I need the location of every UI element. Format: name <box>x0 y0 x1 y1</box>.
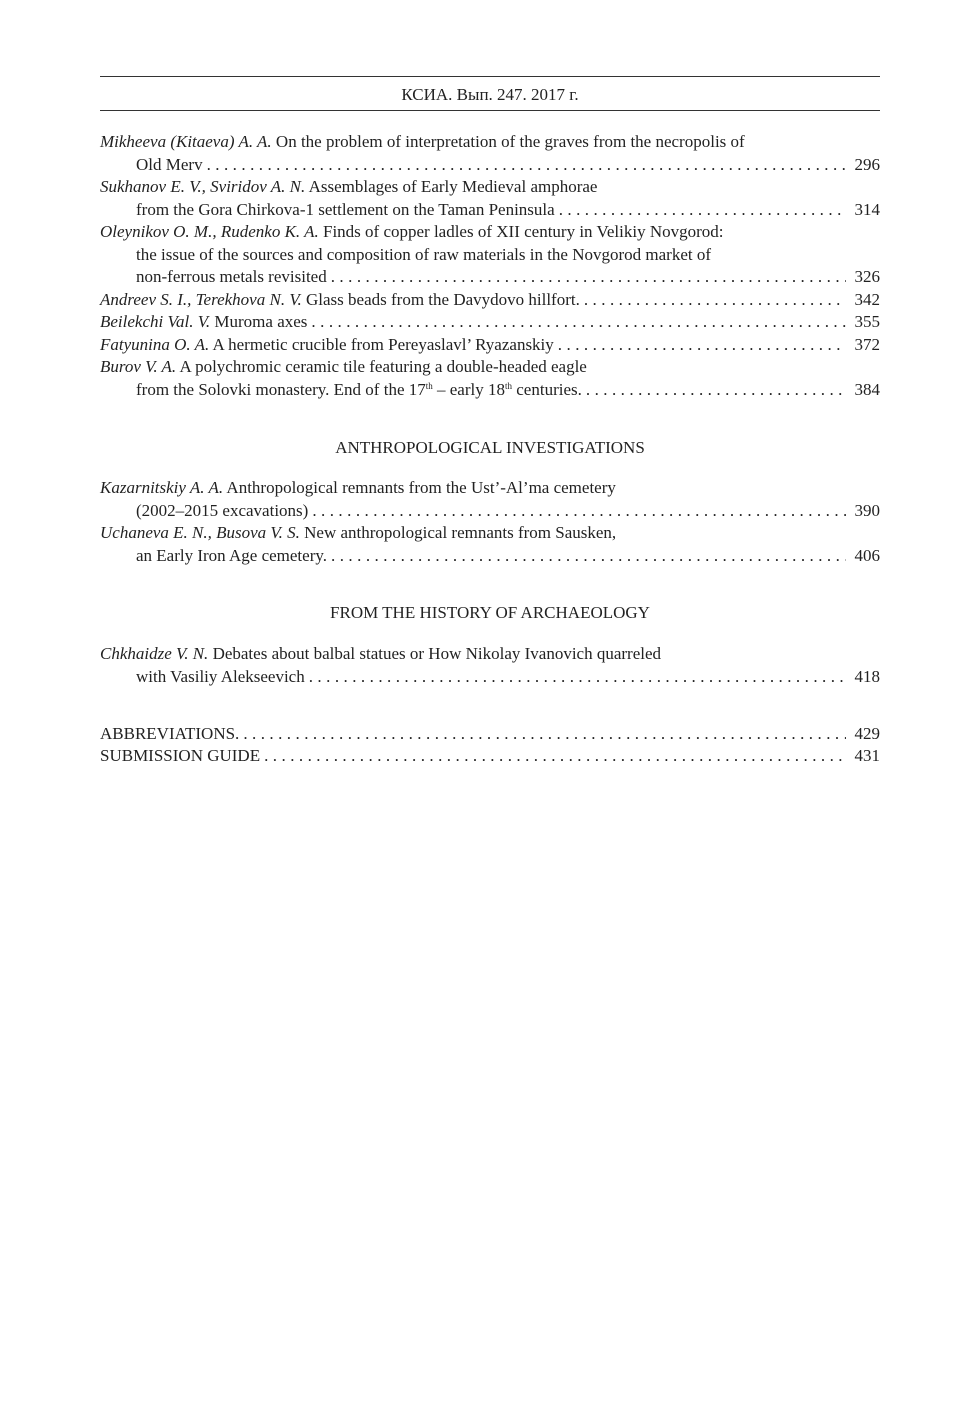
dot-leader <box>309 666 846 689</box>
dot-leader <box>312 500 846 523</box>
page-number: 429 <box>854 724 880 743</box>
toc-entry-submission-guide[interactable] <box>100 745 880 768</box>
toc-entry[interactable] <box>100 356 880 401</box>
toc-entry[interactable] <box>100 334 880 357</box>
dot-leader <box>311 311 846 334</box>
toc-entry[interactable] <box>100 176 880 221</box>
page-number: 406 <box>854 545 880 565</box>
dot-leader <box>558 334 846 357</box>
entry-title: Anthropological remnants from the Ust’-Al’ma cemetery <box>226 478 616 497</box>
superscript: th <box>505 380 513 391</box>
toc-entry[interactable] <box>100 131 880 176</box>
entry-label: ABBREVIATIONS. <box>100 724 240 743</box>
page-number: 314 <box>854 199 880 219</box>
toc-entry[interactable] <box>100 221 880 289</box>
entry-authors: Chkhaidze V. N. <box>100 644 209 663</box>
entry-title: Glass beads from the Davydovo hillfort. <box>306 290 580 309</box>
page-number: 342 <box>854 290 880 309</box>
dot-leader <box>331 545 846 568</box>
toc-entry[interactable] <box>100 643 880 688</box>
page-number: 326 <box>854 267 880 287</box>
page-number: 418 <box>854 666 880 686</box>
entry-title: A hermetic crucible from Pereyaslavl’ Ryazanskiy <box>212 335 554 354</box>
entry-title-cont: centuries. <box>512 379 582 399</box>
dot-leader <box>584 289 846 312</box>
page-number: 372 <box>854 335 880 354</box>
entry-title-cont: from the Gora Chirkova-1 settlement on the Taman Peninsula <box>136 199 555 219</box>
entry-authors: Uchaneva E. N., Busova V. S. <box>100 523 300 542</box>
dot-leader <box>264 745 846 768</box>
dot-leader <box>207 154 846 177</box>
entry-title: Assemblages of Early Medieval amphorae <box>308 177 598 196</box>
dot-leader <box>559 199 846 222</box>
toc-entry-abbreviations[interactable] <box>100 723 880 746</box>
toc-entry[interactable] <box>100 522 880 567</box>
entry-authors: Oleynikov O. M., Rudenko K. A. <box>100 222 319 241</box>
entry-title-cont: Old Merv <box>136 154 203 174</box>
entry-title: New anthropological remnants from Sausken, <box>304 523 617 542</box>
header-bottom-rule <box>100 110 880 111</box>
page-number: 390 <box>854 500 880 520</box>
dot-leader <box>331 266 846 289</box>
entry-title: On the problem of interpretation of the graves from the necropolis of <box>275 132 745 151</box>
entry-authors: Burov V. A. <box>100 357 177 376</box>
entry-authors: Andreev S. I., Terekhova N. V. <box>100 290 302 309</box>
entry-title-cont: with Vasiliy Alekseevich <box>136 666 305 686</box>
toc-entry[interactable] <box>100 289 880 312</box>
header-top-rule <box>100 76 880 77</box>
entry-authors: Sukhanov E. V., Sviridov A. N. <box>100 177 306 196</box>
page-number: 355 <box>854 312 880 331</box>
page-number: 384 <box>854 379 880 399</box>
toc-entry[interactable] <box>100 477 880 522</box>
superscript: th <box>425 380 433 391</box>
entry-authors: Mikheeva (Kitaeva) A. A. <box>100 132 272 151</box>
entry-title-cont: – early 18 <box>432 379 505 399</box>
entry-title-cont: the issue of the sources and composition of raw materials in the Novgorod market of <box>136 244 712 264</box>
running-header: КСИА. Вып. 247. 2017 г. <box>401 85 579 104</box>
page-number: 296 <box>854 154 880 174</box>
entry-title-cont: (2002–2015 excavations) <box>136 500 309 520</box>
entry-label: SUBMISSION GUIDE <box>100 746 261 765</box>
entry-title-cont: from the Solovki monastery. End of the 17 <box>136 379 426 399</box>
entry-title: A polychromic ceramic tile featuring a double-headed eagle <box>179 357 587 376</box>
entry-title: Finds of copper ladles of XII century in Velikiy Novgorod: <box>322 222 724 241</box>
section-heading: FROM THE HISTORY OF ARCHAEOLOGY <box>330 603 650 622</box>
entry-authors: Fatyunina O. A. <box>100 335 210 354</box>
entry-authors: Beilekchi Val. V. <box>100 312 211 331</box>
entry-title-cont: an Early Iron Age cemetery. <box>136 545 328 565</box>
entry-title-cont: non-ferrous metals revisited <box>136 267 327 287</box>
dot-leader <box>586 379 846 402</box>
entry-authors: Kazarnitskiy A. A. <box>100 478 224 497</box>
section-heading: ANTHROPOLOGICAL INVESTIGATIONS <box>335 438 645 457</box>
entry-title: Debates about balbal statues or How Nikolay Ivanovich quarreled <box>212 644 662 663</box>
toc-entry[interactable] <box>100 311 880 334</box>
entry-title: Muroma axes <box>214 312 308 331</box>
dot-leader <box>243 723 846 746</box>
page-number: 431 <box>854 746 880 765</box>
